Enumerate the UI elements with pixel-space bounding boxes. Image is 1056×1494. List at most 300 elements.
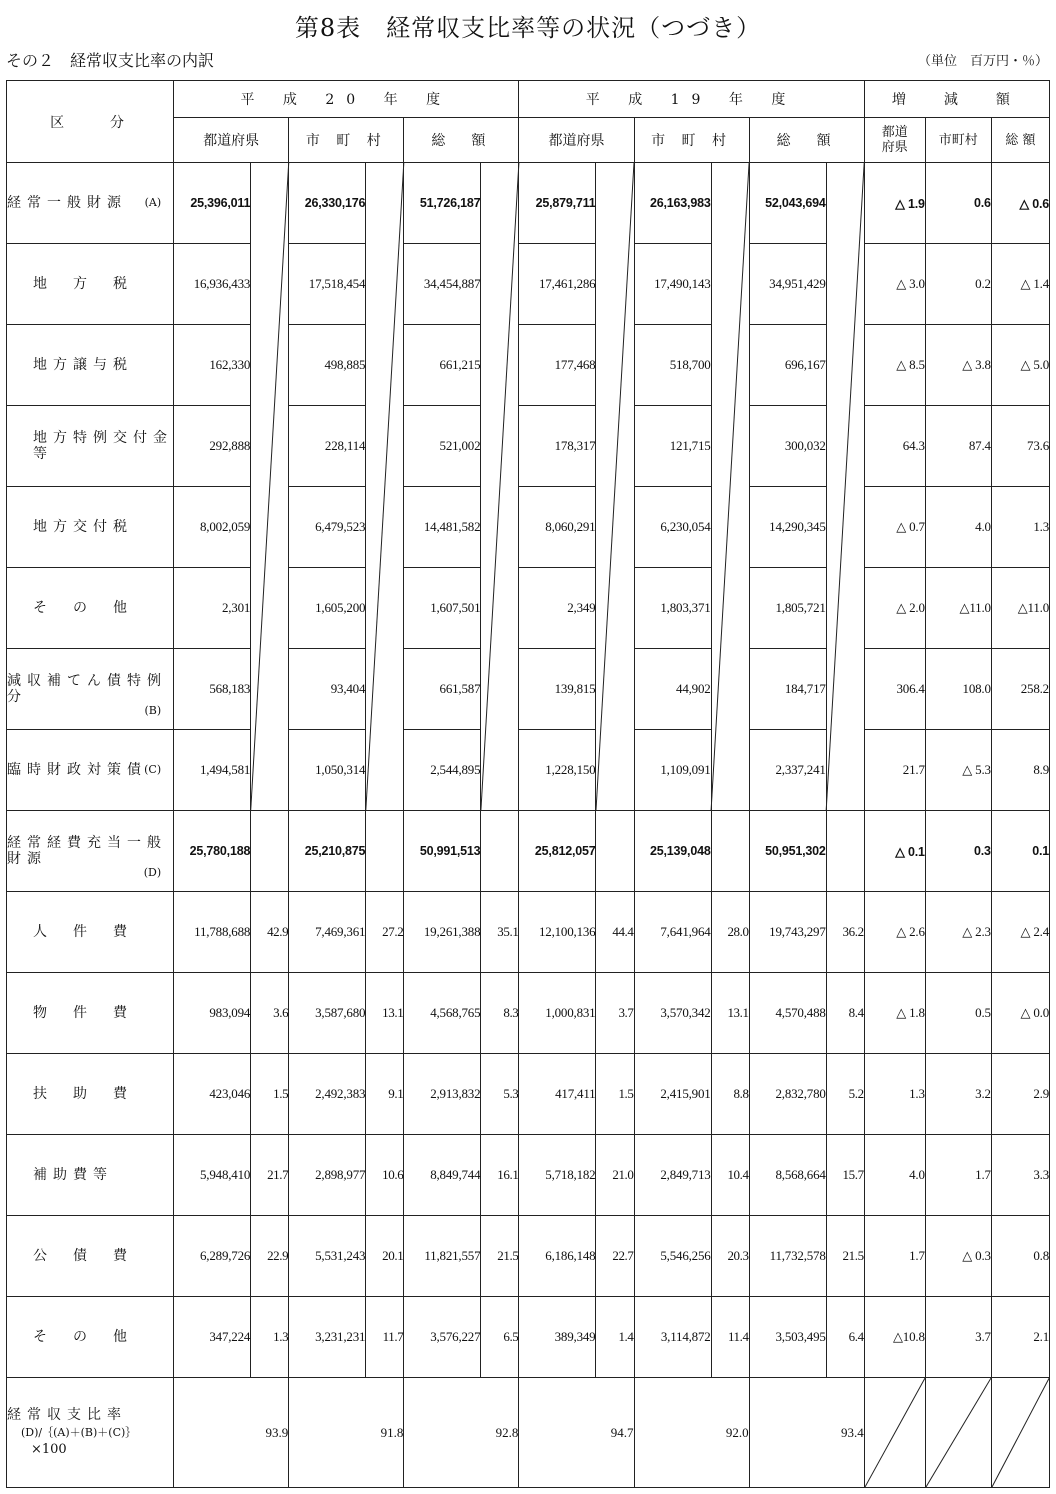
table-row [7,406,1050,487]
percent-cell [596,649,634,730]
value-cell: 12,100,136 [519,892,596,973]
percent-cell: 5.3 [481,1054,519,1135]
row-tag: (C) [144,763,162,776]
row-label [7,730,174,811]
table-subtitle: その２ 経常収支比率の内訳 [6,51,215,70]
value-cell: 8,568,664 [749,1135,826,1216]
diff-cell: 3.7 [925,1297,991,1378]
value-cell: 5,531,243 [289,1216,366,1297]
value-cell: 25,210,875 [289,811,366,892]
value-cell: 25,780,188 [174,811,251,892]
value-cell: 162,330 [174,325,251,406]
value-cell: 2,544,895 [404,730,481,811]
diff-cell: △ 1.4 [991,244,1049,325]
header-h20: 平 成 20 年 度 [174,81,519,118]
percent-cell [251,406,289,487]
diff-cell: △ 1.8 [864,973,925,1054]
ratio-value: 93.9 [174,1378,289,1488]
percent-cell [251,649,289,730]
value-cell: 2,337,241 [749,730,826,811]
row-label-text: 経常経費充当一般財源 [7,835,167,867]
percent-cell [711,325,749,406]
percent-cell [596,487,634,568]
percent-cell: 13.1 [711,973,749,1054]
ratio-value: 92.8 [404,1378,519,1488]
diagonal-cell [991,1378,1049,1488]
percent-cell: 35.1 [481,892,519,973]
value-cell: 3,231,231 [289,1297,366,1378]
value-cell: 1,494,581 [174,730,251,811]
percent-cell: 6.4 [826,1297,864,1378]
diff-cell: 0.6 [925,163,991,244]
value-cell: 8,849,744 [404,1135,481,1216]
row-label-text: 補助費等 [33,1167,113,1183]
percent-cell [481,244,519,325]
diff-cell: △ 3.8 [925,325,991,406]
table-row [7,973,1050,1054]
value-cell: 2,913,832 [404,1054,481,1135]
value-cell: 8,002,059 [174,487,251,568]
value-cell: 2,415,901 [634,1054,711,1135]
percent-cell [596,406,634,487]
percent-cell [481,487,519,568]
row-label [7,244,174,325]
diff-cell: 0.1 [991,811,1049,892]
percent-cell: 21.5 [481,1216,519,1297]
value-cell: 17,518,454 [289,244,366,325]
percent-cell [481,325,519,406]
value-cell: 14,290,345 [749,487,826,568]
percent-cell [826,568,864,649]
value-cell: 93,404 [289,649,366,730]
row-label [7,1297,174,1378]
value-cell: 5,546,256 [634,1216,711,1297]
percent-cell [251,730,289,811]
percent-cell: 9.1 [366,1054,404,1135]
value-cell: 5,718,182 [519,1135,596,1216]
percent-cell: 22.9 [251,1216,289,1297]
value-cell: 1,605,200 [289,568,366,649]
percent-cell: 8.8 [711,1054,749,1135]
ratio-row [7,1378,1050,1488]
percent-cell [596,163,634,244]
percent-cell [366,325,404,406]
ratio-value: 92.0 [634,1378,749,1488]
diagonal-cell [925,1378,991,1488]
percent-cell [826,244,864,325]
percent-cell [481,568,519,649]
value-cell: 2,898,977 [289,1135,366,1216]
value-cell: 1,000,831 [519,973,596,1054]
diff-cell: △ 0.0 [991,973,1049,1054]
percent-cell [711,163,749,244]
percent-cell [366,487,404,568]
diff-cell: 0.2 [925,244,991,325]
value-cell: 2,849,713 [634,1135,711,1216]
percent-cell: 3.7 [596,973,634,1054]
diff-cell: △ 3.0 [864,244,925,325]
diff-cell: 258.2 [991,649,1049,730]
value-cell: 518,700 [634,325,711,406]
value-cell: 7,641,964 [634,892,711,973]
value-cell: 228,114 [289,406,366,487]
row-label-text: 地 方 税 [33,276,133,292]
ratio-value: 94.7 [519,1378,634,1488]
diff-cell: 3.2 [925,1054,991,1135]
diff-cell: △ 2.4 [991,892,1049,973]
header-diff-shichoson: 市町村 [925,118,991,163]
percent-cell: 20.3 [711,1216,749,1297]
value-cell: 51,726,187 [404,163,481,244]
value-cell: 568,183 [174,649,251,730]
percent-cell: 10.4 [711,1135,749,1216]
percent-cell: 42.9 [251,892,289,973]
value-cell: 521,002 [404,406,481,487]
percent-cell: 5.2 [826,1054,864,1135]
percent-cell [481,811,519,892]
diff-cell: 21.7 [864,730,925,811]
diff-cell: 4.0 [864,1135,925,1216]
table-row [7,568,1050,649]
diff-cell: △ 5.0 [991,325,1049,406]
percent-cell [251,325,289,406]
percent-cell [596,244,634,325]
header-h20-sogaku: 総 額 [404,118,519,163]
value-cell: 3,114,872 [634,1297,711,1378]
percent-cell [711,406,749,487]
value-cell: 7,469,361 [289,892,366,973]
diff-cell: 73.6 [991,406,1049,487]
percent-cell [826,811,864,892]
value-cell: 19,743,297 [749,892,826,973]
percent-cell: 1.5 [596,1054,634,1135]
diff-cell: 4.0 [925,487,991,568]
value-cell: 178,317 [519,406,596,487]
value-cell: 300,032 [749,406,826,487]
value-cell: 17,490,143 [634,244,711,325]
value-cell: 6,289,726 [174,1216,251,1297]
value-cell: 661,587 [404,649,481,730]
row-label-text: 減収補てん債特例分 [7,673,167,705]
percent-cell [366,568,404,649]
value-cell: 6,479,523 [289,487,366,568]
table-row [7,1216,1050,1297]
table-row [7,811,1050,892]
percent-cell: 21.7 [251,1135,289,1216]
value-cell: 1,228,150 [519,730,596,811]
table-row [7,487,1050,568]
row-label [7,487,174,568]
value-cell: 3,576,227 [404,1297,481,1378]
diff-cell: 87.4 [925,406,991,487]
diff-cell: △ 5.3 [925,730,991,811]
row-tag: (D) [143,866,162,879]
row-label-text: 地方譲与税 [33,357,133,373]
ratio-label [7,1378,174,1488]
value-cell: 26,163,983 [634,163,711,244]
table-row [7,1297,1050,1378]
percent-cell [711,244,749,325]
value-cell: 1,805,721 [749,568,826,649]
value-cell: 34,454,887 [404,244,481,325]
percent-cell: 10.6 [366,1135,404,1216]
percent-cell [366,649,404,730]
header-diff-todofuken: 都道 府県 [864,118,925,163]
diff-cell: 0.8 [991,1216,1049,1297]
value-cell: 5,948,410 [174,1135,251,1216]
table-row [7,892,1050,973]
percent-cell [711,649,749,730]
percent-cell [481,730,519,811]
percent-cell [481,406,519,487]
ratio-title: 経常収支比率 [7,1407,127,1423]
row-tag: (B) [144,704,162,717]
header-h20-todofuken: 都道府県 [174,118,289,163]
percent-cell: 21.5 [826,1216,864,1297]
value-cell: 389,349 [519,1297,596,1378]
percent-cell: 16.1 [481,1135,519,1216]
value-cell: 2,301 [174,568,251,649]
percent-cell [711,730,749,811]
value-cell: 1,109,091 [634,730,711,811]
value-cell: 1,050,314 [289,730,366,811]
percent-cell [596,811,634,892]
percent-cell [251,811,289,892]
percent-cell: 1.5 [251,1054,289,1135]
percent-cell [481,649,519,730]
percent-cell: 20.1 [366,1216,404,1297]
diff-cell: △11.0 [991,568,1049,649]
value-cell: 50,951,302 [749,811,826,892]
diff-cell: 2.9 [991,1054,1049,1135]
header-h19-shichoson: 市 町 村 [634,118,749,163]
header-h19-sogaku: 総 額 [749,118,864,163]
value-cell: 19,261,388 [404,892,481,973]
row-label-text: 人 件 費 [33,924,133,940]
percent-cell: 13.1 [366,973,404,1054]
diff-cell: △11.0 [925,568,991,649]
value-cell: 498,885 [289,325,366,406]
table-row [7,649,1050,730]
diagonal-cell [864,1378,925,1488]
row-label-text: 公 債 費 [33,1248,133,1264]
diff-cell: 306.4 [864,649,925,730]
percent-cell [366,163,404,244]
percent-cell [826,649,864,730]
value-cell: 11,732,578 [749,1216,826,1297]
table-row [7,1135,1050,1216]
value-cell: 983,094 [174,973,251,1054]
percent-cell: 28.0 [711,892,749,973]
diff-cell: 0.3 [925,811,991,892]
row-label [7,973,174,1054]
value-cell: 44,902 [634,649,711,730]
value-cell: 1,803,371 [634,568,711,649]
diff-cell: 108.0 [925,649,991,730]
row-label-text: 物 件 費 [33,1005,133,1021]
table-row [7,730,1050,811]
unit-note: （単位 百万円・％） [917,54,1048,69]
diff-cell: △ 0.1 [864,811,925,892]
value-cell: 6,230,054 [634,487,711,568]
table-row [7,244,1050,325]
diff-cell: △ 1.9 [864,163,925,244]
value-cell: 4,570,488 [749,973,826,1054]
row-label-text: 地方交付税 [33,519,133,535]
row-tag: (A) [144,196,162,209]
value-cell: 417,411 [519,1054,596,1135]
row-label [7,1216,174,1297]
row-label [7,406,174,487]
percent-cell [251,163,289,244]
table-row [7,163,1050,244]
value-cell: 292,888 [174,406,251,487]
percent-cell [366,244,404,325]
ratio-breakdown-table [6,80,1050,1488]
value-cell: 696,167 [749,325,826,406]
value-cell: 139,815 [519,649,596,730]
row-label-text: 地方特例交付金等 [33,430,173,462]
percent-cell [366,406,404,487]
percent-cell [826,163,864,244]
diff-cell: 3.3 [991,1135,1049,1216]
value-cell: 661,215 [404,325,481,406]
header-zougen: 増 減 額 [864,81,1049,118]
value-cell: 2,349 [519,568,596,649]
percent-cell [366,811,404,892]
value-cell: 26,330,176 [289,163,366,244]
value-cell: 1,607,501 [404,568,481,649]
percent-cell [596,325,634,406]
percent-cell [826,487,864,568]
value-cell: 3,503,495 [749,1297,826,1378]
value-cell: 3,570,342 [634,973,711,1054]
diff-cell: 8.9 [991,730,1049,811]
percent-cell: 11.4 [711,1297,749,1378]
percent-cell [596,730,634,811]
percent-cell [366,730,404,811]
row-label [7,1135,174,1216]
percent-cell [481,163,519,244]
value-cell: 52,043,694 [749,163,826,244]
diff-cell: 1.3 [991,487,1049,568]
diff-cell: 2.1 [991,1297,1049,1378]
ratio-formula: (D)/｛(A)＋(B)＋(C)｝ [21,1426,137,1439]
value-cell: 11,788,688 [174,892,251,973]
value-cell: 6,186,148 [519,1216,596,1297]
value-cell: 2,832,780 [749,1054,826,1135]
value-cell: 25,879,711 [519,163,596,244]
percent-cell: 11.7 [366,1297,404,1378]
percent-cell [826,325,864,406]
header-diff-sogaku: 総 額 [991,118,1049,163]
value-cell: 8,060,291 [519,487,596,568]
percent-cell: 21.0 [596,1135,634,1216]
value-cell: 17,461,286 [519,244,596,325]
row-label-text: そ の 他 [33,600,133,616]
percent-cell: 22.7 [596,1216,634,1297]
table-row [7,325,1050,406]
percent-cell [711,811,749,892]
value-cell: 14,481,582 [404,487,481,568]
table-row [7,1054,1050,1135]
diff-cell: 1.7 [864,1216,925,1297]
diff-cell: △ 8.5 [864,325,925,406]
row-label [7,811,174,892]
header-kubun: 区 分 [7,81,174,163]
value-cell: 11,821,557 [404,1216,481,1297]
diff-cell: △ 2.0 [864,568,925,649]
row-label-text: そ の 他 [33,1329,133,1345]
diff-cell: △ 0.7 [864,487,925,568]
row-label [7,892,174,973]
value-cell: 34,951,429 [749,244,826,325]
row-label-text: 臨時財政対策債 [7,762,147,778]
percent-cell [711,487,749,568]
header-h20-shichoson: 市 町 村 [289,118,404,163]
diff-cell: △ 0.3 [925,1216,991,1297]
diff-cell: 1.7 [925,1135,991,1216]
percent-cell [596,568,634,649]
percent-cell: 6.5 [481,1297,519,1378]
percent-cell: 1.3 [251,1297,289,1378]
diff-cell: 1.3 [864,1054,925,1135]
percent-cell: 8.3 [481,973,519,1054]
diff-cell: △ 2.3 [925,892,991,973]
diff-cell: 64.3 [864,406,925,487]
percent-cell: 15.7 [826,1135,864,1216]
percent-cell [251,487,289,568]
value-cell: 121,715 [634,406,711,487]
row-label [7,568,174,649]
diff-cell: △10.8 [864,1297,925,1378]
header-h19-todofuken: 都道府県 [519,118,634,163]
diff-cell: 0.5 [925,973,991,1054]
value-cell: 423,046 [174,1054,251,1135]
diff-cell: △ 2.6 [864,892,925,973]
header-h19: 平 成 19 年 度 [519,81,864,118]
percent-cell: 27.2 [366,892,404,973]
row-label [7,325,174,406]
value-cell: 177,468 [519,325,596,406]
percent-cell: 1.4 [596,1297,634,1378]
percent-cell [251,568,289,649]
ratio-value: 91.8 [289,1378,404,1488]
diff-cell: △ 0.6 [991,163,1049,244]
ratio-value: 93.4 [749,1378,864,1488]
value-cell: 50,991,513 [404,811,481,892]
percent-cell: 36.2 [826,892,864,973]
ratio-times: ×100 [31,1442,67,1457]
value-cell: 25,396,011 [174,163,251,244]
row-label [7,649,174,730]
percent-cell [251,244,289,325]
value-cell: 16,936,433 [174,244,251,325]
value-cell: 2,492,383 [289,1054,366,1135]
page-title: 第8表 経常収支比率等の状況（つづき） [294,14,762,42]
row-label [7,163,174,244]
value-cell: 25,139,048 [634,811,711,892]
value-cell: 4,568,765 [404,973,481,1054]
value-cell: 3,587,680 [289,973,366,1054]
percent-cell [711,568,749,649]
value-cell: 347,224 [174,1297,251,1378]
percent-cell: 44.4 [596,892,634,973]
percent-cell [826,730,864,811]
row-label [7,1054,174,1135]
percent-cell: 3.6 [251,973,289,1054]
percent-cell: 8.4 [826,973,864,1054]
